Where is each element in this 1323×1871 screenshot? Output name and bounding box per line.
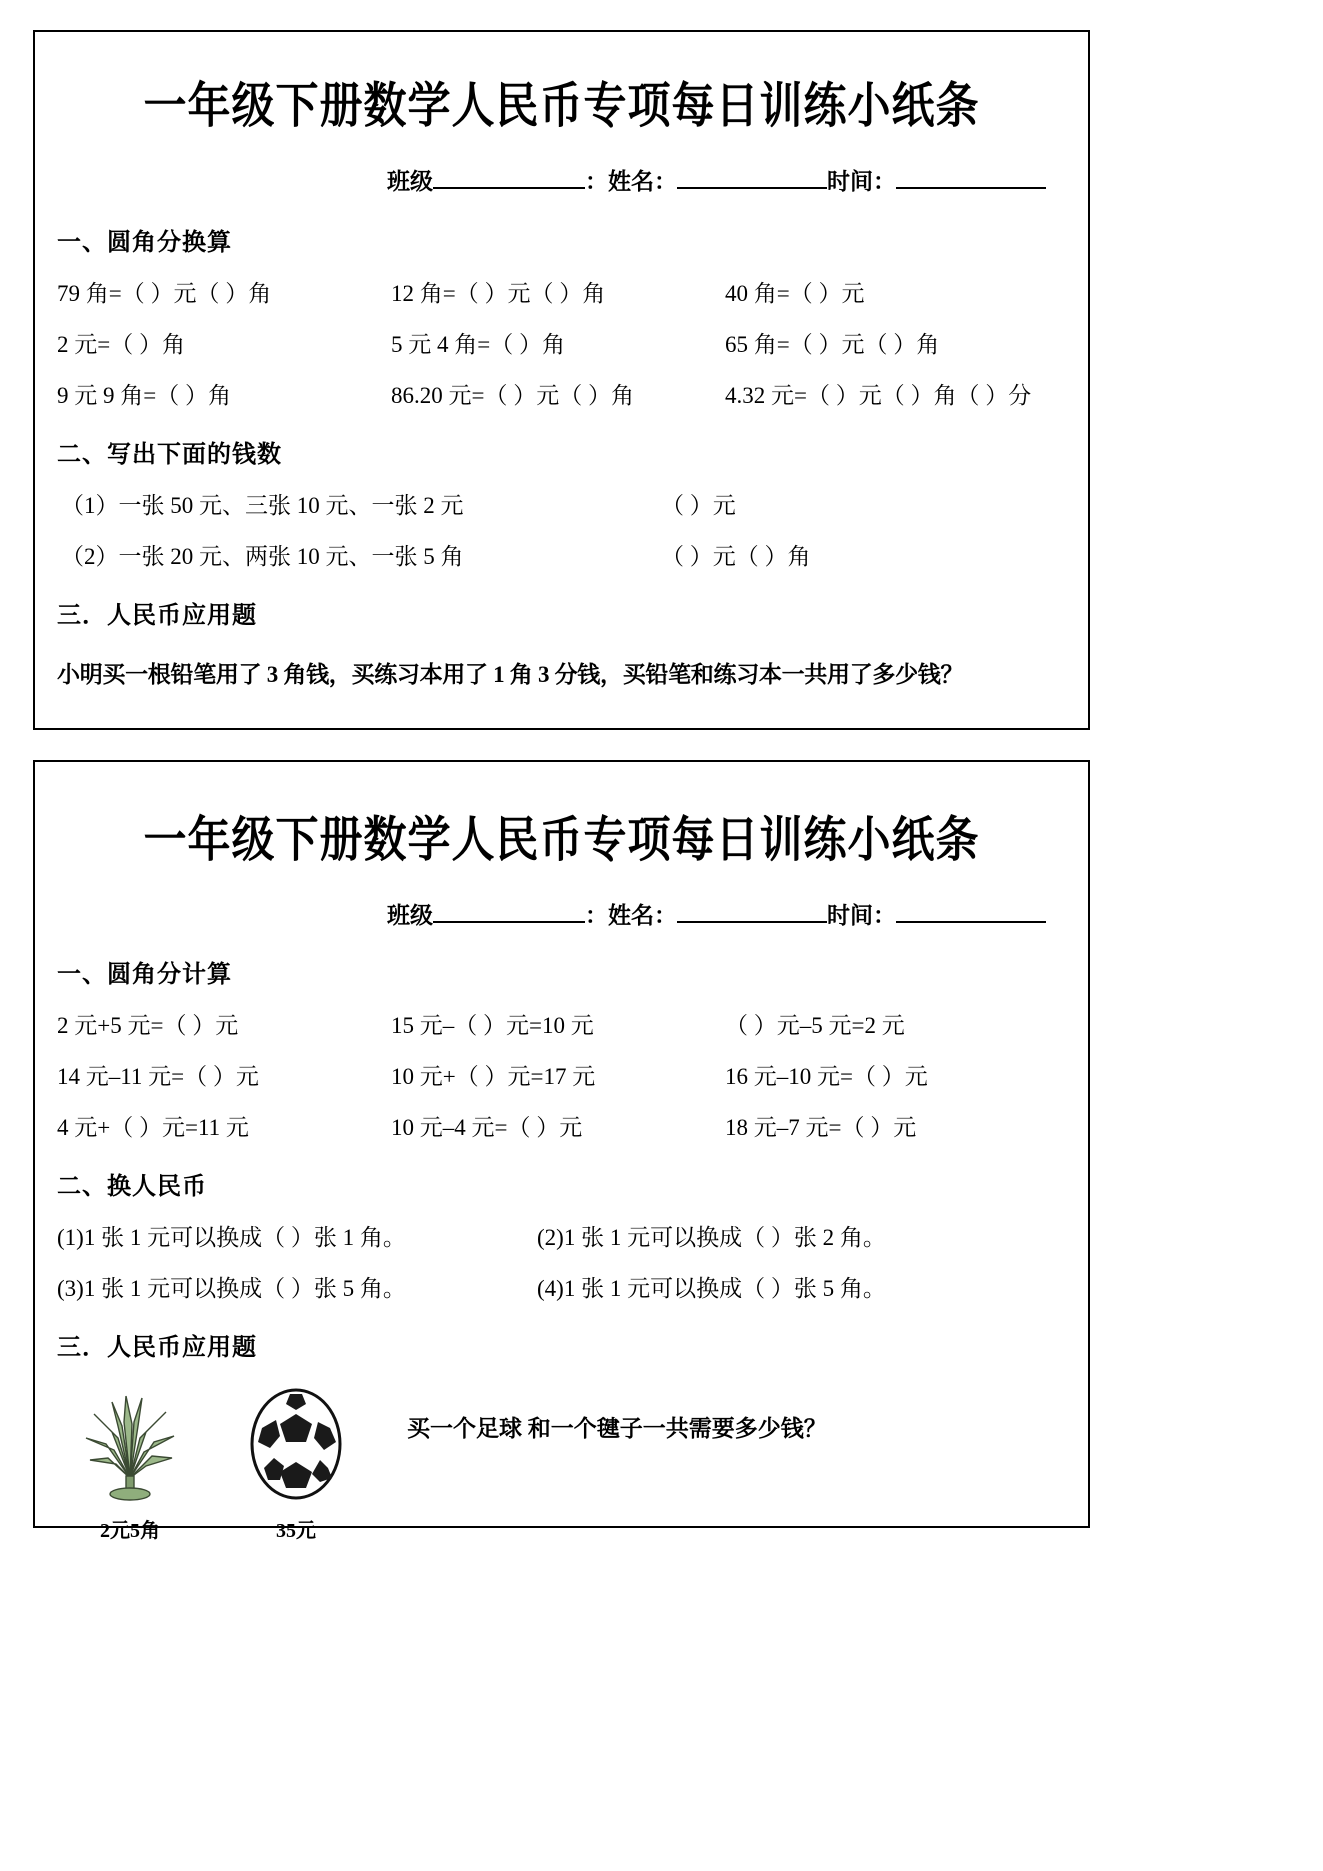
equation-item: 2 元+5 元=（ ）元: [57, 1013, 239, 1038]
picture-item-soccer-ball: [231, 1384, 361, 1543]
equation-row: [57, 1109, 1088, 1142]
exchange-item: (1)1 张 1 元可以换成（ ）张 1 角。: [57, 1225, 406, 1250]
worksheet-page-2: [33, 760, 1090, 1542]
equation-item: 10 元+（ ）元=17 元: [391, 1064, 596, 1089]
exchange-item: (4)1 张 1 元可以换成（ ）张 5 角。: [537, 1276, 886, 1301]
picture-caption: 35元: [276, 1520, 316, 1542]
equation-item: 4.32 元=（ ）元（ ）角（ ）分: [725, 383, 1032, 408]
list-item-question: （2）一张 20 元、两张 10 元、一张 5 角: [61, 544, 464, 569]
section-2-heading: 二、写出下面的钱数: [57, 442, 282, 468]
class-label: 班级: [387, 169, 433, 194]
section-1-heading: 一、圆角分换算: [57, 230, 232, 256]
section-1-heading: 一、圆角分计算: [57, 962, 232, 988]
equation-row: [57, 326, 1088, 359]
page-title: 一年级下册数学人民币专项每日训练小纸条: [143, 812, 980, 869]
equation-item: 65 角=（ ）元（ ）角: [725, 332, 940, 357]
page-title: 一年级下册数学人民币专项每日训练小纸条: [143, 78, 980, 135]
shuttlecock-icon: [65, 1384, 195, 1502]
equation-row: [57, 275, 1088, 308]
list-item-question: （1）一张 50 元、三张 10 元、一张 2 元: [61, 493, 464, 518]
name-label: 姓名：: [608, 169, 677, 194]
equation-item: 9 元 9 角=（ ）角: [57, 383, 231, 408]
equation-item: （ ）元–5 元=2 元: [725, 1013, 905, 1038]
class-colon: ：: [585, 903, 608, 928]
equation-item: 79 角=（ ）元（ ）角: [57, 281, 272, 306]
student-info-line: [35, 897, 1088, 930]
picture-item-shuttlecock: [65, 1384, 195, 1543]
equation-item: 2 元=（ ）角: [57, 332, 185, 357]
picture-problem-question: 买一个足球 和一个毽子一共需要多少钱？: [407, 1416, 827, 1441]
equation-item: 18 元–7 元=（ ）元: [725, 1115, 917, 1140]
soccer-ball-icon: [231, 1384, 361, 1502]
picture-caption: 2元5角: [100, 1520, 160, 1542]
name-label: 姓名：: [608, 903, 677, 928]
student-info-line: [35, 163, 1088, 196]
equation-row: [57, 1058, 1088, 1091]
time-blank[interactable]: [896, 921, 1046, 923]
exchange-item: (2)1 张 1 元可以换成（ ）张 2 角。: [537, 1225, 886, 1250]
exchange-row: [57, 1219, 1088, 1252]
class-label: 班级: [387, 903, 433, 928]
equation-item: 86.20 元=（ ）元（ ）角: [391, 383, 634, 408]
equation-item: 10 元–4 元=（ ）元: [391, 1115, 583, 1140]
equation-item: 12 角=（ ）元（ ）角: [391, 281, 606, 306]
time-label: 时间：: [827, 903, 896, 928]
list-item-answer-blank: （ ）元（ ）角: [661, 544, 811, 569]
list-item: [61, 538, 1088, 571]
equation-item: 5 元 4 角=（ ）角: [391, 332, 565, 357]
exchange-row: [57, 1270, 1088, 1303]
list-item: [61, 487, 1088, 520]
class-colon: ：: [585, 169, 608, 194]
worksheet-page-1: [33, 30, 1090, 730]
class-blank[interactable]: [433, 187, 585, 189]
picture-problem: [65, 1384, 1088, 1543]
name-blank[interactable]: [677, 921, 827, 923]
word-problem-text: 小明买一根铅笔用了 3 角钱，买练习本用了 1 角 3 分钱，买铅笔和练习本一共用了多少钱？: [57, 662, 964, 687]
section-3-heading: 三．人民币应用题: [57, 603, 257, 629]
time-label: 时间：: [827, 169, 896, 194]
equation-item: 16 元–10 元=（ ）元: [725, 1064, 928, 1089]
section-2-heading: 二、换人民币: [57, 1174, 207, 1200]
class-blank[interactable]: [433, 921, 585, 923]
section-3-heading: 三．人民币应用题: [57, 1335, 257, 1361]
exchange-item: (3)1 张 1 元可以换成（ ）张 5 角。: [57, 1276, 406, 1301]
equation-item: 14 元–11 元=（ ）元: [57, 1064, 259, 1089]
equation-row: [57, 1007, 1088, 1040]
name-blank[interactable]: [677, 187, 827, 189]
list-item-answer-blank: （ ）元: [661, 493, 736, 518]
equation-item: 4 元+（ ）元=11 元: [57, 1115, 249, 1140]
time-blank[interactable]: [896, 187, 1046, 189]
equation-item: 40 角=（ ）元: [725, 281, 865, 306]
equation-item: 15 元–（ ）元=10 元: [391, 1013, 594, 1038]
equation-row: [57, 377, 1088, 410]
